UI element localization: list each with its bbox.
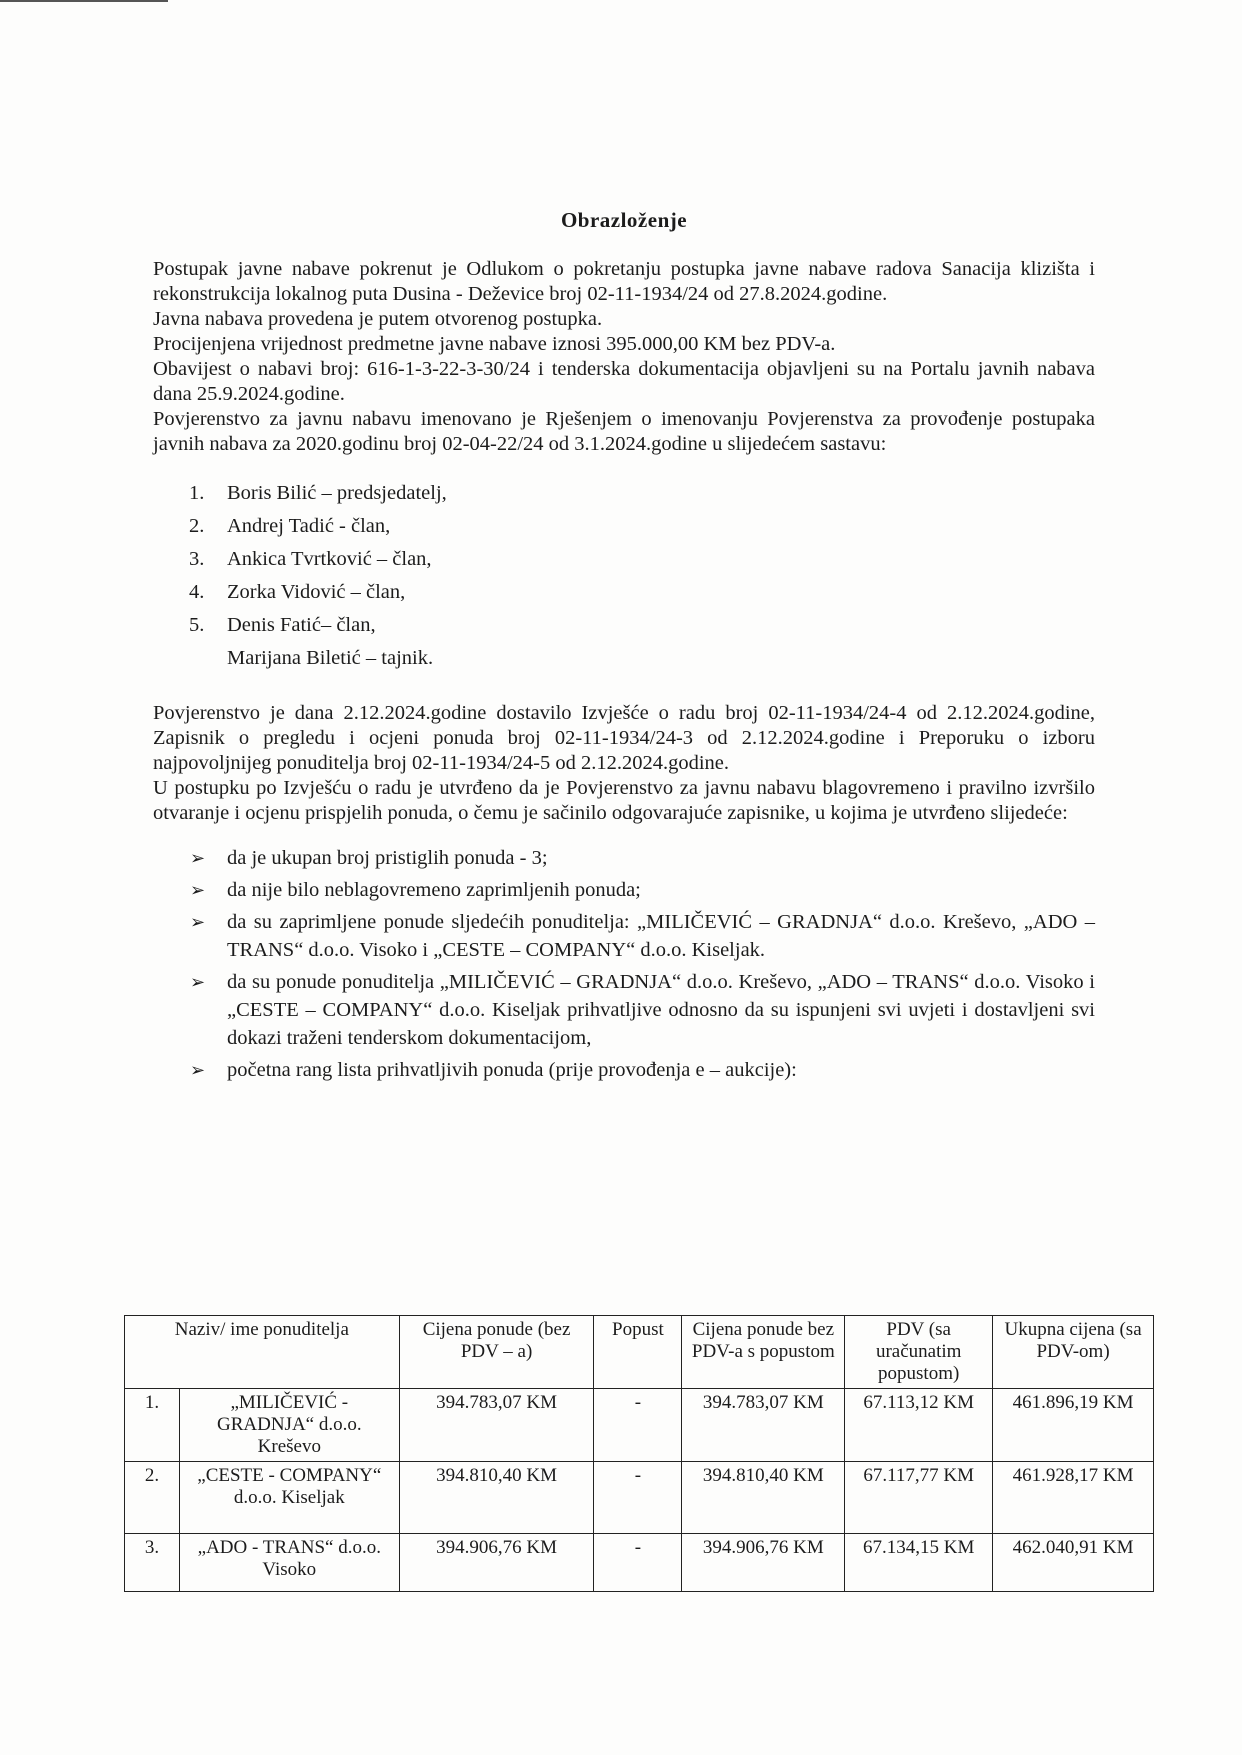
header-vat: PDV (sa uračunatim popustom): [845, 1316, 993, 1389]
list-item: ➢ da su zaprimljene ponude sljedećih ponuditelja: „MILIČEVIĆ – GRADNJA“ d.o.o. Kreševo, „ADO – TRANS“ d.o.o. Visoko i „CESTE – COMPANY“ d.o.o. Kiseljak.: [190, 911, 1095, 961]
arrow-bullet-icon: ➢: [190, 880, 206, 901]
table-row: 3. „ADO - TRANS“ d.o.o. Visoko 394.906,76 KM - 394.906,76 KM 67.134,15 KM 462.040,91 KM: [125, 1534, 1154, 1592]
paragraph-findings: U postupku po Izvješću o radu je utvrđeno da je Povjerenstvo za javnu nabavu blagovremeno i pravilno izvršilo otvaranje i ocjenu prispjelih ponuda, o čemu je sačinilo odgovarajuće zapisnike, u kojima je utvrđeno slijedeće:: [153, 777, 1095, 824]
table-row: 2. „CESTE - COMPANY“ d.o.o. Kiseljak 394.810,40 KM - 394.810,40 KM 67.117,77 KM 461.928,17 KM: [125, 1462, 1154, 1534]
paragraph-open-procedure: Javna nabava provedena je putem otvorenog postupka.: [153, 308, 603, 330]
arrow-bullet-icon: ➢: [190, 912, 206, 933]
list-item: ➢ da nije bilo neblagovremeno zaprimljenih ponuda;: [153, 876, 1095, 904]
paragraph-procedure: Postupak javne nabave pokrenut je Odlukom o pokretanju postupka javne nabave radova Sanacija klizišta i rekonstrukcija lokalnog puta Dusina - Deževice broj 02-11-1934/24 od 27.8.2024.godine.: [153, 258, 1095, 305]
list-item: 4. Zorka Vidović – član,: [189, 581, 406, 603]
findings-list: [153, 844, 1095, 1084]
list-item: 3. Ankica Tvrtković – član,: [189, 548, 432, 570]
list-item: ➢ da je ukupan broj pristiglih ponuda - 3;: [153, 844, 1095, 872]
paragraph-estimated-value: Procijenjena vrijednost predmetne javne nabave iznosi 395.000,00 KM bez PDV-a.: [153, 333, 836, 355]
header-discount: Popust: [594, 1316, 682, 1389]
table-row: 1. „MILIČEVIĆ - GRADNJA“ d.o.o. Kreševo 394.783,07 KM - 394.783,07 KM 67.113,12 KM 461.896,19 KM: [125, 1389, 1154, 1462]
arrow-bullet-icon: ➢: [190, 848, 206, 869]
list-item: ➢ da su ponude ponuditelja „MILIČEVIĆ – GRADNJA“ d.o.o. Kreševo, „ADO – TRANS“ d.o.o. Visoko i „CESTE – COMPANY“ d.o.o. Kiseljak prihvatljive odnosno da su ispunjeni svi uvjeti i dostavljeni svi dokazi traženi tenderskom dokumentacijom,: [190, 971, 1095, 1049]
list-item: 2. Andrej Tadić - član,: [189, 515, 391, 537]
arrow-bullet-icon: ➢: [190, 1060, 206, 1081]
paragraph-committee: Povjerenstvo za javnu nabavu imenovano je Rješenjem o imenovanju Povjerenstva za provođenje postupaka javnih nabava za 2020.godinu broj 02-04-22/24 od 3.1.2024.godine u slijedećem sastavu:: [153, 408, 1095, 455]
arrow-bullet-icon: ➢: [190, 972, 206, 993]
table-header-row: [125, 1316, 1154, 1389]
header-price-discount: Cijena ponude bez PDV-a s popustom: [682, 1316, 845, 1389]
header-name: Naziv/ ime ponuditelja: [125, 1316, 400, 1389]
list-item: 5. Denis Fatić– član,: [189, 614, 376, 636]
list-item: ➢ početna rang lista prihvatljivih ponuda (prije provođenja e – aukcije):: [153, 1056, 1095, 1084]
document-body: [153, 208, 1095, 1098]
paragraph-reports: Povjerenstvo je dana 2.12.2024.godine dostavilo Izvješće o radu broj 02-11-1934/24-4 od 2.12.2024.godine, Zapisnik o pregledu i ocjeni ponuda broj 02-11-1934/24-3 od 2.12.2024.godine i Preporuku o izboru najpovoljnijeg ponuditelja broj 02-11-1934/24-5 od 2.12.2024.godine.: [153, 702, 1095, 774]
list-item: 1. Boris Bilić – predsjedatelj,: [189, 482, 447, 504]
document-title: Obrazloženje: [560, 208, 688, 232]
header-total: Ukupna cijena (sa PDV-om): [993, 1316, 1154, 1389]
paragraph-notice: Obavijest o nabavi broj: 616-1-3-22-3-30/24 i tenderska dokumentacija objavljeni su na Portalu javnih nabava dana 25.9.2024.godine.: [153, 358, 1095, 405]
bids-ranking-table: [124, 1315, 1154, 1592]
scan-edge-mark: [0, 0, 168, 2]
list-item: Marijana Biletić – tajnik.: [227, 647, 434, 669]
committee-members-list: [153, 477, 1095, 675]
header-price: Cijena ponude (bez PDV – a): [399, 1316, 594, 1389]
